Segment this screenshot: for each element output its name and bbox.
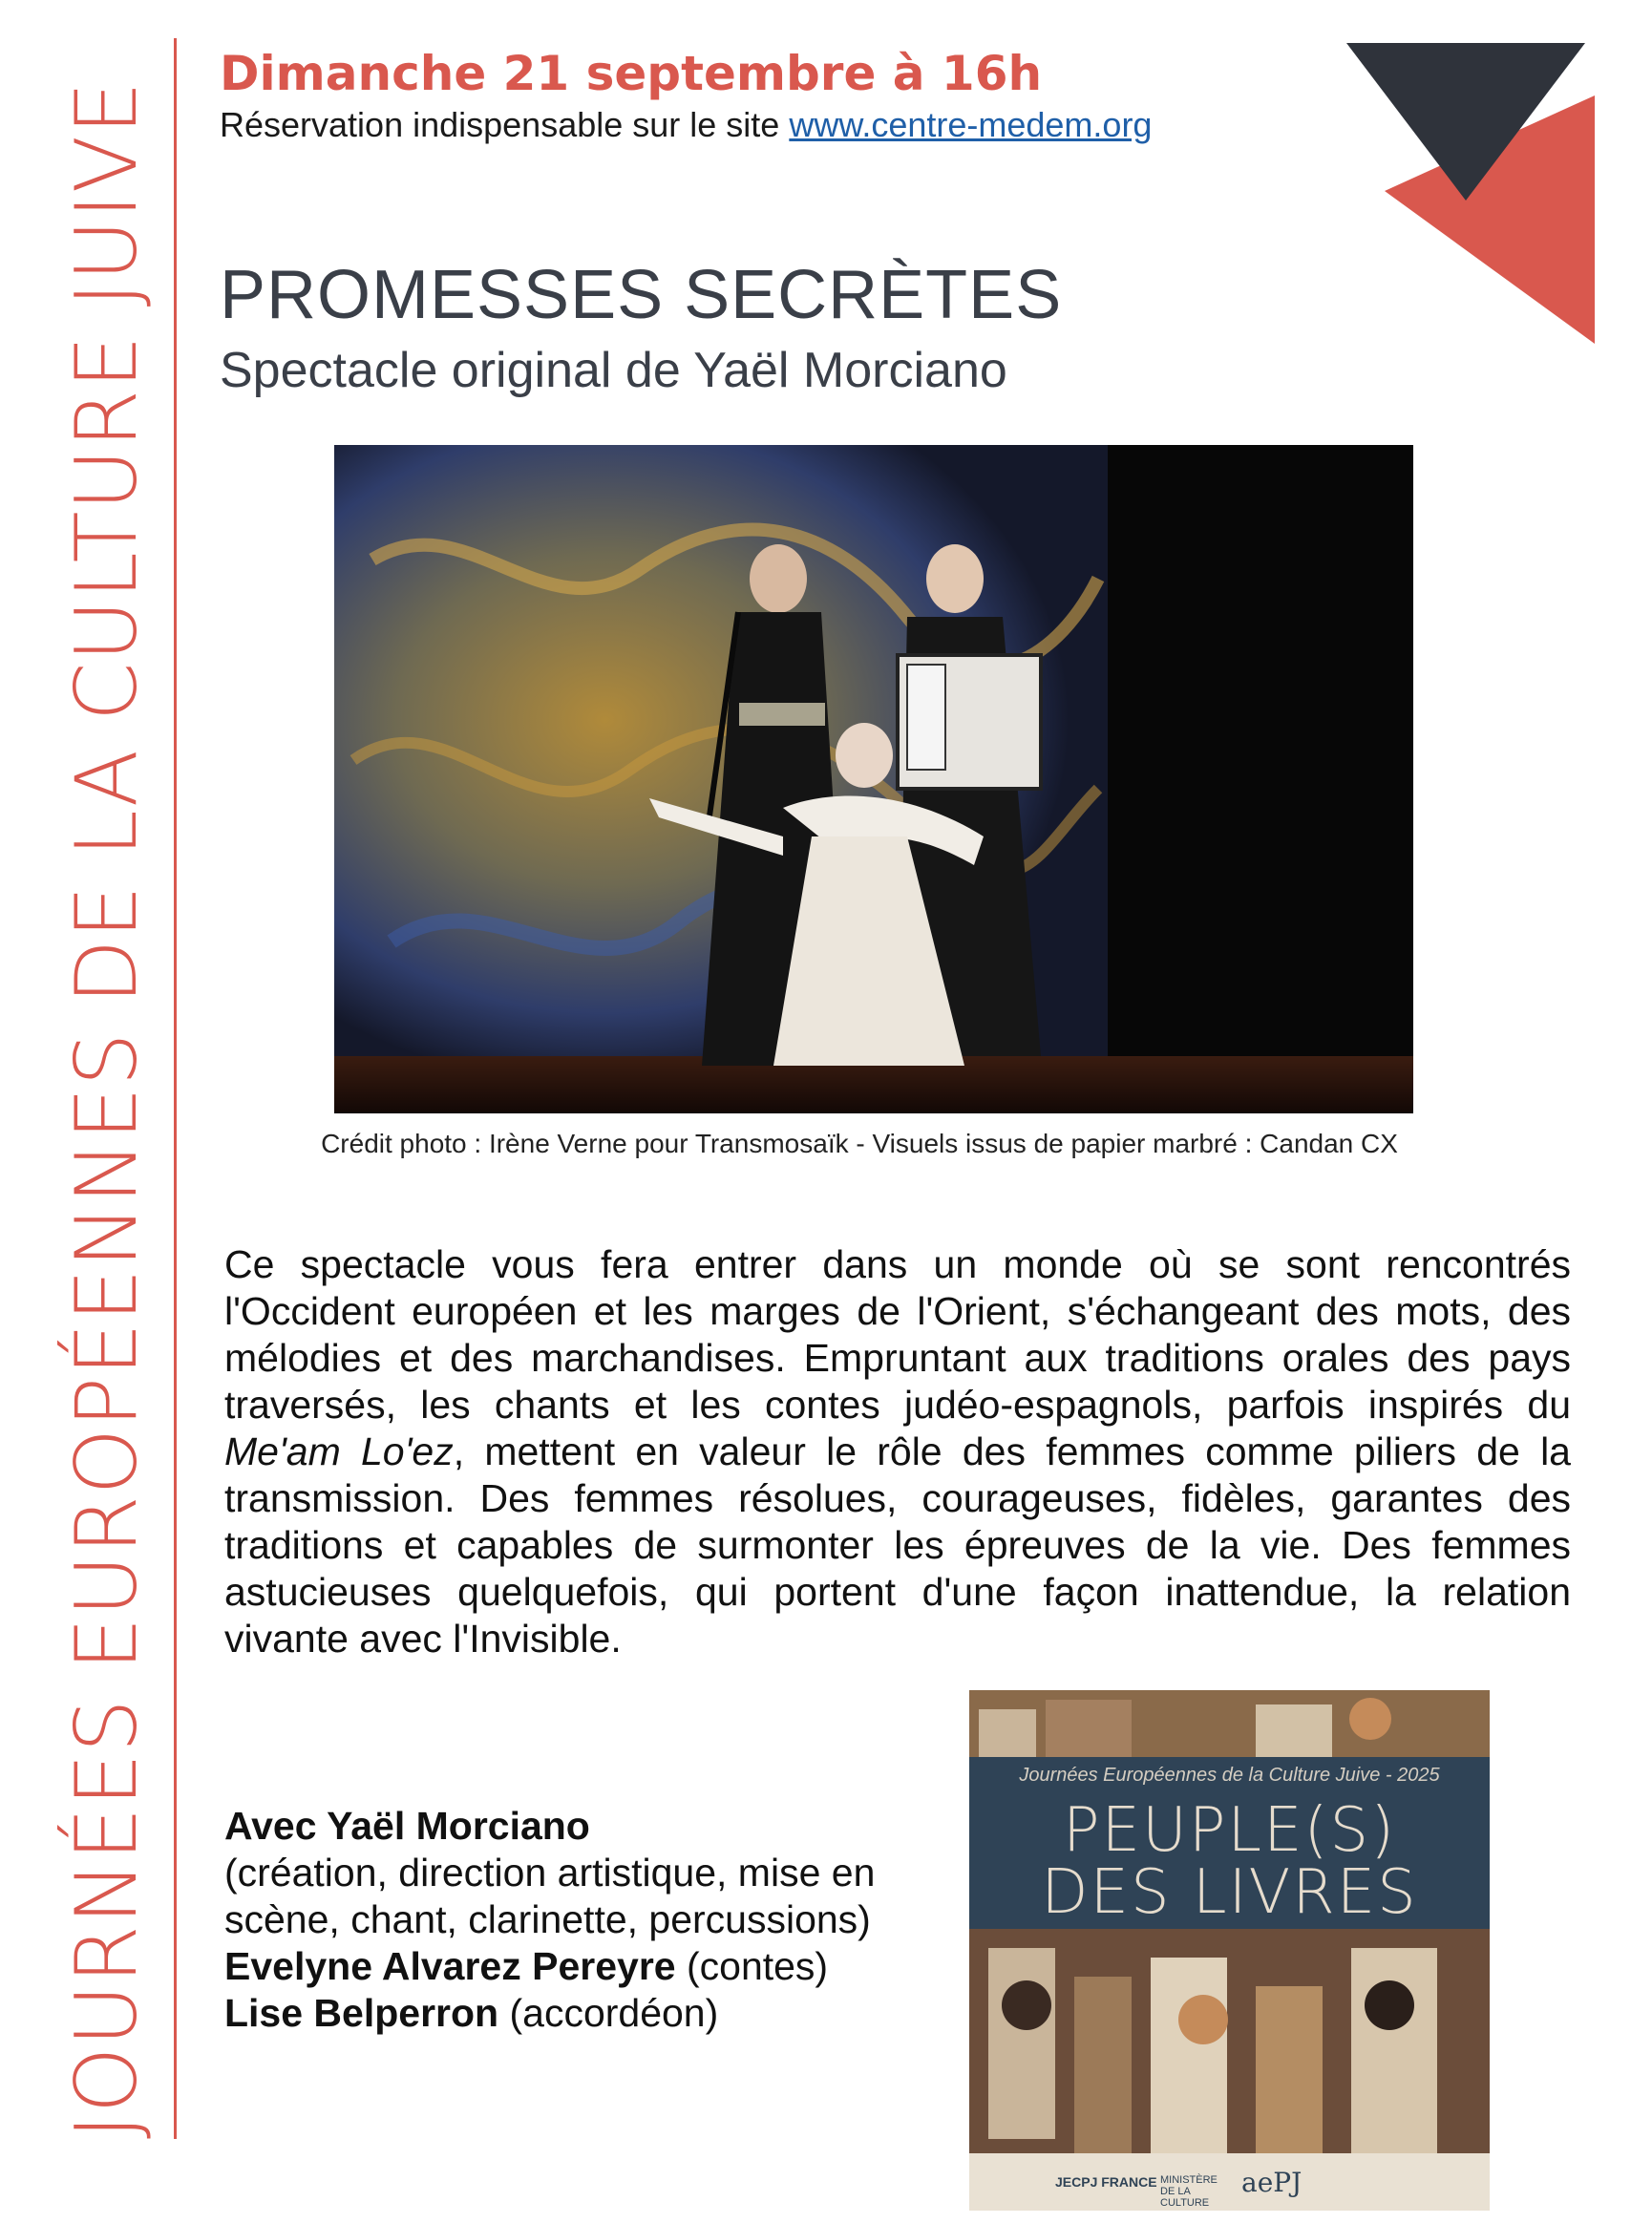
stage-photo <box>334 445 1413 1113</box>
cast-name-1: Avec Yaël Morciano <box>224 1804 590 1848</box>
logo-ministere: MINISTÈRE DE LA CULTURE <box>1160 2174 1218 2209</box>
sidebar-rule <box>174 38 177 2139</box>
corner-triangles <box>1346 38 1595 344</box>
cast-list <box>224 1803 950 2037</box>
description-part-2: , mettent en valeur le rôle des femmes comme piliers de la transmission. Des femmes résolues, courageuses, fidèles, garantes des traditions et capables de surmonter les épreuves de la vie. Des femmes astucieuses quelquefois, qui portent d'une façon inattendue, la relation vivante avec l'Invisible. <box>224 1429 1571 1661</box>
photo-credit: Crédit photo : Irène Verne pour Transmosaïk - Visuels issus de papier marbré : Candan CX <box>321 1129 1398 1158</box>
cast-entry-3 <box>224 1990 950 2037</box>
reservation-text: Réservation indispensable sur le site <box>220 105 790 144</box>
poster-title-line-1: PEUPLE(S) <box>1062 1795 1397 1866</box>
description-italic-title: Me'am Lo'ez <box>224 1429 454 1473</box>
sidebar-title: JOURNÉES EUROPÉENNES DE LA CULTURE JUIVE <box>57 80 156 2139</box>
cast-name-3: Lise Belperron <box>224 1991 499 2035</box>
poster-subtitle: Journées Européennes de la Culture Juive - 2025 <box>1019 1765 1440 1786</box>
poster-title-line-2: DES LIVRES <box>1041 1857 1418 1928</box>
description-paragraph <box>224 1241 1571 1662</box>
cast-roles-2: (contes) <box>675 1944 829 1988</box>
stage-photo-art <box>334 445 1413 1113</box>
cast-roles-3: (accordéon) <box>498 1991 719 2035</box>
cast-entry-2 <box>224 1943 950 1990</box>
cast-name-2: Evelyne Alvarez Pereyre <box>224 1944 676 1988</box>
festival-poster <box>969 1690 1490 2211</box>
event-date: Dimanche 21 septembre à 16h <box>220 46 1043 101</box>
description-part-1: Ce spectacle vous fera entrer dans un monde où se sont rencontrés l'Occident européen et les marges de l'Orient, s'échangeant des mots, des mélodies et des marchandises. Empruntant aux traditions orales des pays traversés, les chants et les contes judéo-espagnols, parfois inspirés du <box>224 1242 1571 1427</box>
reservation-link[interactable]: www.centre-medem.org <box>789 105 1153 144</box>
logo-jecpj: JECPJ FRANCE <box>1055 2174 1157 2190</box>
logo-aepj: aePJ <box>1241 2167 1303 2198</box>
reservation-line <box>220 105 1152 145</box>
show-title: PROMESSES SECRÈTES <box>220 257 1063 333</box>
cast-entry-1 <box>224 1803 950 1943</box>
poster-logo-bar <box>969 2153 1490 2211</box>
cast-roles-1: (création, direction artistique, mise en scène, chant, clarinette, percussions) <box>224 1851 876 1941</box>
show-subtitle: Spectacle original de Yaël Morciano <box>220 343 1007 398</box>
